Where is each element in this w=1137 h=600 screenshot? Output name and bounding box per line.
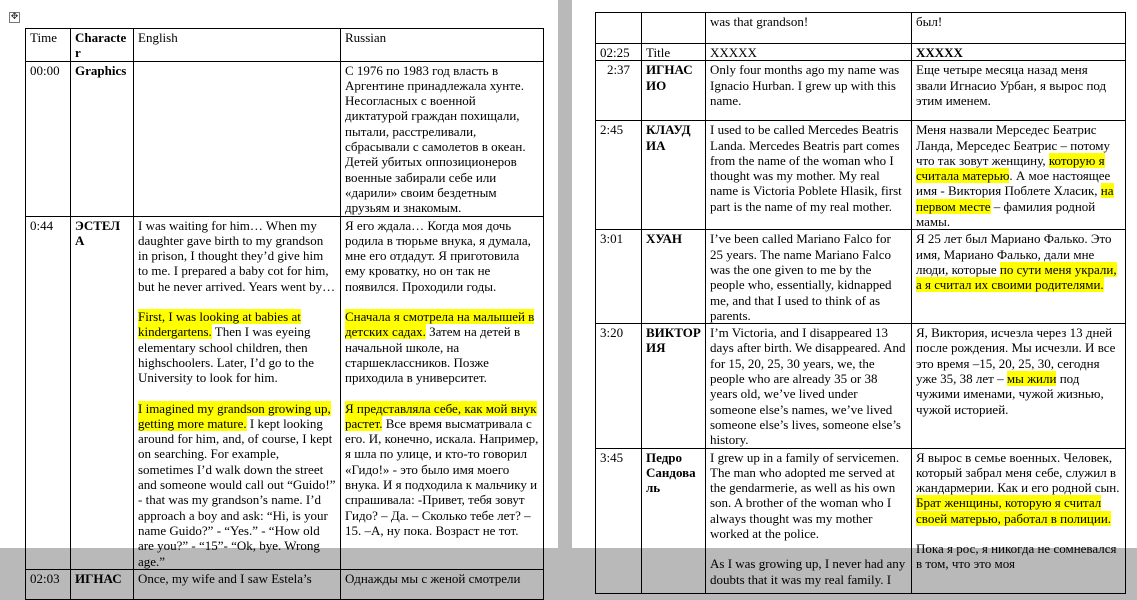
cell-character: ВИКТОР ИЯ xyxy=(642,324,706,448)
document-page-right xyxy=(572,0,1137,587)
cell-english: I used to be called Mercedes Beatris Landa. Mercedes Beatris part comes from the name of the woman who I thought was my mother. My real name is Victoria Poblete Hlasik, first part is the name of my real mother. xyxy=(706,121,912,230)
subtitle-table-right xyxy=(595,12,1126,594)
cell-russian: был! xyxy=(912,13,1126,44)
paragraph: Я представляла себе, как мой внук растет. Все время высматривала с его. И, конечно, искала. Например, я шла по улице, и кто-то говорил «Гидо!» - это было имя моего внука. И я подходила к мальчику и спрашивала: -Привет, тебя зовут Гидо? – Да. – Сколько тебе лет? – 15. –А, ну пока. Возраст не тот. xyxy=(345,400,539,538)
paragraph: Сначала я смотрела на малышей в детских садах. Затем на детей в начальной школе, на старшеклассников. Позже приходила в университет. xyxy=(345,309,535,386)
table-row xyxy=(596,44,1126,61)
table-row xyxy=(26,569,544,599)
cell-time xyxy=(596,13,642,44)
cell-time: 02:25 xyxy=(596,44,642,61)
highlighted-text: Брат женщины, которую я считал своей матерью, работал в полиции. xyxy=(916,495,1112,526)
cell-english: I’m Victoria, and I disappeared 13 days after birth. We disappeared. And for 15, 20, 25, 30 years, we, the people who are already 35 or 38 years old, we’ve lived under someone else’s names, we’ve lived someone else’s lives, someone else’s history. xyxy=(706,324,912,448)
cell-character: ИГНАС xyxy=(71,569,134,599)
paragraph: First, I was looking at babies at kindergartens. Then I was eyeing elementary school children, then highschoolers. Later, I’d go to the University to look for him. xyxy=(138,309,315,386)
cell-russian: Меня назвали Мерседес Беатрис Ланда, Мерседес Беатрис – потому что так зовут женщину, которую я считала матерью. А мое настоящее имя - Виктория Поблете Хласик, на первом месте – фамилия родной мамы. xyxy=(912,121,1126,230)
cell-russian: Еще четыре месяца назад меня звали Игнасио Урбан, я вырос под этим именем. xyxy=(912,61,1126,121)
cell-english: Once, my wife and I saw Estela’s xyxy=(134,569,341,599)
paragraph: Я его ждала… Когда моя дочь родила в тюрьме внука, я думала, мне его отдадут. Я приготовила ему кроватку, но он так не появился. Проходили годы. xyxy=(345,217,531,294)
cell-character: ХУАН xyxy=(642,230,706,324)
paragraph: Я вырос в семье военных. Человек, который забрал меня себе, служил в жандармерии. Как и его родной сын. Брат женщины, которую я считал своей матерью, работал в полиции. xyxy=(916,449,1120,526)
cell-character: ЭСТЕЛА xyxy=(71,216,134,569)
table-row xyxy=(596,448,1126,593)
cell-character: Title xyxy=(642,44,706,61)
paragraph: Пока я рос, я никогда не сомневался в том, что это моя xyxy=(916,541,1117,572)
cell-english: Only four months ago my name was Ignacio Hurban. I grew up with this name. xyxy=(706,61,912,121)
cell-character: Педро Сандова ль xyxy=(642,448,706,593)
cell-english xyxy=(706,448,912,593)
cell-russian: С 1976 по 1983 год власть в Аргентине принадлежала хунте. Несогласных с военной диктатурой граждан похищали, пытали, расстреливали, сбрасывали с самолетов в океан. Детей убитых оппозиционеров военные забирали себе или «дарили» своим бездетным друзьям и знакомым. xyxy=(341,61,544,216)
highlighted-text: которую я считала матерью xyxy=(916,152,1105,184)
cell-character xyxy=(642,13,706,44)
cell-time: 3:45 xyxy=(596,448,642,593)
cell-time: 3:01 xyxy=(596,230,642,324)
cell-time: 0:44 xyxy=(26,216,71,569)
cell-time: 2:37 xyxy=(596,61,642,121)
cell-english xyxy=(134,61,341,216)
table-header-row xyxy=(26,29,544,62)
table-row xyxy=(596,230,1126,324)
cell-russian: Я 25 лет был Мариано Фалько. Это имя, Мариано Фалько, дали мне люди, которые по сути меня украли, а я считал их своими родителями. xyxy=(912,230,1126,324)
cell-time: 3:20 xyxy=(596,324,642,448)
paragraph: As I was growing up, I never had any doubts that it was my real family. I xyxy=(710,556,906,587)
cell-english: XXXXX xyxy=(706,44,912,61)
cell-russian xyxy=(341,216,544,569)
cell-time: 00:00 xyxy=(26,61,71,216)
cell-english: was that grandson! xyxy=(706,13,912,44)
paragraph: I grew up in a family of servicemen. The man who adopted me served at the gendarmerie, as well as his own son. A brother of the woman who I always thought was my mother worked at the police. xyxy=(710,449,900,542)
cell-character: КЛАУД ИА xyxy=(642,121,706,230)
table-row xyxy=(596,324,1126,448)
table-row xyxy=(26,61,544,216)
paragraph: I imagined my grandson growing up, getting more mature. I kept looking around for him, and, of course, I kept on searching. For example, sometimes I’d walk down the street and someone would call out “Guido!” - that was my grandson’s name. I’d approach a boy and ask: “Hi, is your name Guido?” - “Yes.” - “How old are you?” - “15”- “Ok, bye. Wrong age.” xyxy=(138,400,336,569)
cell-character: Graphics xyxy=(71,61,134,216)
highlighted-text: на первом месте xyxy=(916,183,1114,214)
cell-time: 02:03 xyxy=(26,569,71,599)
highlighted-text: I imagined my grandson growing up, getting more mature. xyxy=(138,400,331,431)
header-character: Characte r xyxy=(71,29,134,62)
highlighted-text: мы жили xyxy=(1006,371,1057,387)
header-russian: Russian xyxy=(341,29,544,62)
table-row xyxy=(596,61,1126,121)
table-row xyxy=(596,13,1126,44)
move-cross-icon[interactable]: ✥ xyxy=(10,12,19,22)
cell-english xyxy=(134,216,341,569)
document-page-left xyxy=(0,0,558,586)
cell-russian xyxy=(912,448,1126,593)
subtitle-table-left xyxy=(25,28,544,600)
header-english: English xyxy=(134,29,341,62)
cell-time: 2:45 xyxy=(596,121,642,230)
highlighted-text: Я представляла себе, как мой внук растет. xyxy=(345,400,537,431)
highlighted-text: по сути меня украли, а я считал их своими родителями. xyxy=(916,261,1117,293)
highlighted-text: First, I was looking at babies at kindergartens. xyxy=(138,309,301,340)
table-row xyxy=(26,216,544,569)
cell-character: ИГНАС ИО xyxy=(642,61,706,121)
highlighted-text: Сначала я смотрела на малышей в детских садах. xyxy=(345,309,535,340)
header-time: Time xyxy=(26,29,71,62)
cell-russian: Я, Виктория, исчезла через 13 дней после рождения. Мы исчезли. И все это время –15, 20, 25, 30, сегодня уже 35, 38 лет – мы жили под чужими именами, чужой жизнью, чужой историей. xyxy=(912,324,1126,448)
cell-russian: Однажды мы с женой смотрели xyxy=(341,569,544,599)
cell-english: I’ve been called Mariano Falco for 25 years. The name Mariano Falco was the one given to me by the people who, essentially, kidnapped me, and that I used to think of as parents. xyxy=(706,230,912,324)
cell-russian: XXXXX xyxy=(912,44,1126,61)
paragraph: I was waiting for him… When my daughter gave birth to my grandson in prison, I thought they’d give him to me. I prepared a baby cot for him, but he never arrived. Years went by… xyxy=(138,217,336,294)
table-row xyxy=(596,121,1126,230)
